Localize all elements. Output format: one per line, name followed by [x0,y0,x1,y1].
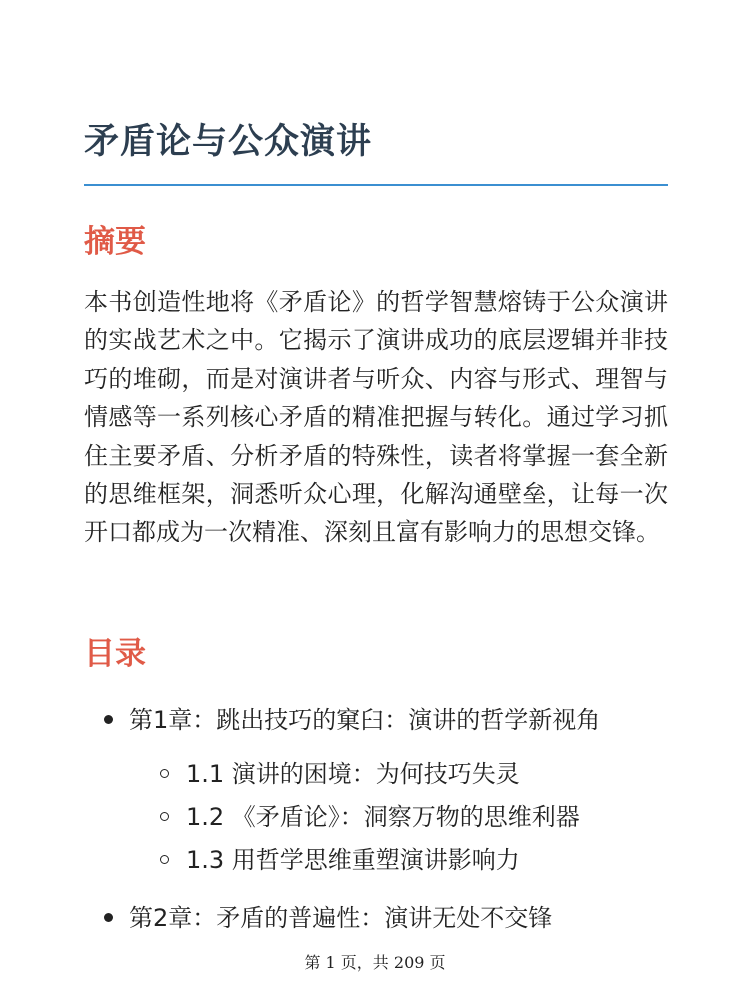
toc-chapter-1[interactable] [104,702,600,738]
toc-chapter-2[interactable] [104,900,552,936]
toc-section-label: 1.2 《矛盾论》：洞察万物的思维利器 [186,803,580,831]
toc-section-1-2[interactable] [160,799,580,835]
toc-section-1-1[interactable] [160,756,520,792]
hollow-bullet-icon [160,812,169,821]
filled-bullet-icon [104,715,113,724]
toc-section-label: 1.3 用哲学思维重塑演讲影响力 [186,846,520,874]
toc-section-label: 1.1 演讲的困境：为何技巧失灵 [186,760,520,788]
toc-chapter-label: 第1章：跳出技巧的窠臼：演讲的哲学新视角 [129,706,601,734]
toc-section-1-3[interactable] [160,842,520,878]
hollow-bullet-icon [160,769,169,778]
hollow-bullet-icon [160,855,169,864]
abstract-paragraph: 本书创造性地将《矛盾论》的哲学智慧熔铸于公众演讲的实战艺术之中。它揭示了演讲成功的底层逻辑并非技巧的堆砌，而是对演讲者与听众、内容与形式、理智与情感等一系列核心矛盾的精准把握与转化。通过学习抓住主要矛盾、分析矛盾的特殊性，读者将掌握一套全新的思维框架，洞悉听众心理，化解沟通壁垒，让每一次开口都成为一次精准、深刻且富有影响力的思想交锋。 [84,288,668,547]
page-title: 矛盾论与公众演讲 [84,122,373,162]
toc-chapter-label: 第2章：矛盾的普遍性：演讲无处不交锋 [129,904,553,932]
toc-heading: 目录 [84,636,146,672]
filled-bullet-icon [104,913,113,922]
title-divider [84,184,668,186]
abstract-heading: 摘要 [84,224,146,260]
document-page [84,0,668,1000]
page-footer: 第 1 页，共 209 页 [304,953,446,972]
